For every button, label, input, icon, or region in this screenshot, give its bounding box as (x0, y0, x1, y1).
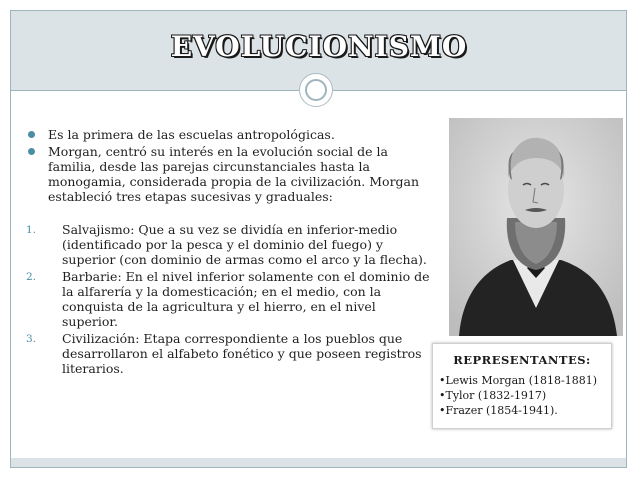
divider-ornament (299, 73, 333, 107)
portrait-photo (449, 118, 623, 336)
representante-item: •Frazer (1854-1941). (439, 404, 558, 417)
slide-title: EVOLUCIONISMO (170, 30, 468, 63)
bullet-dot-icon (28, 148, 35, 155)
footer-band (11, 458, 626, 467)
ornament-ring (305, 79, 327, 101)
bullet-item (26, 144, 426, 204)
representante-item: •Tylor (1832-1917) (439, 389, 547, 402)
stage-text: Salvajismo: Que a su vez se dividía en inferior-medio (identificado por la pesca y el dominio del fuego) y superior (con dominio de armas como el arco y la flecha). (62, 222, 427, 267)
stage-text: Barbarie: En el nivel inferior solamente con el dominio de la alfarería y la domesticación; en el medio, con la conquista de la agricultura y el hierro, en el nivel superior. (62, 269, 430, 329)
divider-left (11, 90, 299, 91)
stage-item (26, 269, 431, 329)
bullet-dot-icon (28, 131, 35, 138)
bullet-text: Es la primera de las escuelas antropológicas. (48, 127, 335, 142)
divider-right (333, 90, 626, 91)
representante-item: •Lewis Morgan (1818-1881) (439, 374, 597, 387)
bullet-list (26, 127, 426, 206)
stage-item (26, 331, 431, 376)
stage-item (26, 222, 431, 267)
representantes-title: REPRESENTANTES: (453, 353, 591, 367)
stage-number: 3. (26, 333, 37, 345)
bullet-item (26, 127, 426, 142)
stage-text: Civilización: Etapa correspondiente a los pueblos que desarrollaron el alfabeto fonético y que poseen registros literarios. (62, 331, 422, 376)
stage-number: 1. (26, 224, 37, 236)
stage-number: 2. (26, 271, 37, 283)
representantes-box (432, 343, 612, 429)
stages-list (26, 222, 431, 378)
bullet-text: Morgan, centró su interés en la evolución social de la familia, desde las parejas circunstanciales hasta la monogamia, considerada propia de la civilización. Morgan estableció tres etapas sucesivas y graduales: (48, 144, 420, 204)
